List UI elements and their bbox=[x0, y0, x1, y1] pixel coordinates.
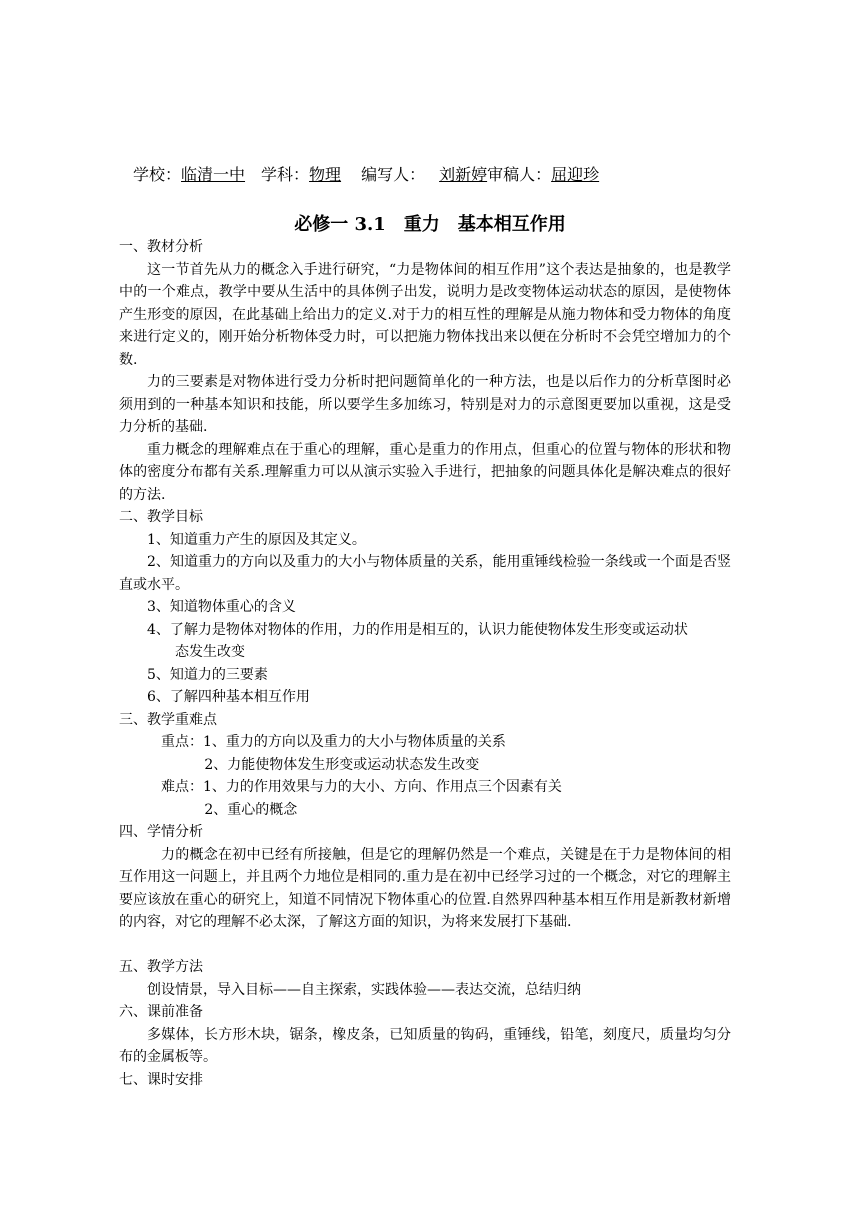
document-body bbox=[119, 236, 731, 1091]
reviewer-label: 审稿人： bbox=[487, 165, 552, 184]
list-item: 5、知道力的三要素 bbox=[147, 666, 268, 683]
key-point: 2、力能使物体发生形变或运动状态发生改变 bbox=[204, 756, 480, 773]
list-item: 2、知道重力的方向以及重力的大小与物体质量的关系，能用重锤线检验一条线或一个面是否竖直或水平。 bbox=[119, 554, 731, 593]
section-heading: 七、课时安排 bbox=[119, 1071, 203, 1088]
author-name: 刘新婷 bbox=[439, 165, 488, 184]
section-heading: 一、教材分析 bbox=[119, 239, 203, 255]
school-label: 学校： bbox=[133, 165, 182, 184]
key-point: 重点：1、重力的方向以及重力的大小与物体质量的关系 bbox=[161, 734, 506, 750]
document-title: 必修一 3.1 重力 基本相互作用 bbox=[294, 214, 566, 235]
list-item-continuation bbox=[119, 641, 731, 664]
list-item-continuation-text: 态发生改变 bbox=[175, 644, 245, 660]
difficult-point: 难点：1、力的作用效果与力的大小、方向、作用点三个因素有关 bbox=[161, 779, 562, 795]
section-heading: 二、教学目标 bbox=[119, 509, 203, 525]
paragraph: 这一节首先从力的概念入手进行研究，“力是物体间的相互作用”这个表达是抽象的，也是教学中的一个难点，教学中要从生活中的具体例子出发，说明力是改变物体运动状态的原因，是使物体产生形变的原因，在此基础上给出力的定义.对于力的相互性的理解是从施力物体和受力物体的角度来进行定义的，刚开始分析物体受力时，可以把施力物体找出来以便在分析时不会凭空增加力的个数. bbox=[119, 261, 731, 368]
school-name: 临清一中 bbox=[181, 165, 246, 184]
section-heading: 三、教学重难点 bbox=[119, 711, 217, 728]
section-heading: 四、学情分析 bbox=[119, 824, 203, 840]
blank-line bbox=[119, 934, 731, 957]
section-heading: 五、教学方法 bbox=[119, 959, 203, 975]
reviewer-name: 屈迎珍 bbox=[551, 165, 600, 184]
paragraph: 力的概念在初中已经有所接触，但是它的理解仍然是一个难点，关键是在于力是物体间的相互作用这一问题上，并且两个力地位是相同的.重力是在初中已经学习过的一个概念，对它的理解主要应该放在重心的研究上，知道不同情况下物体重心的位置.自然界四种基本相互作用是新教材新增的内容，对它的理解不必太深，了解这方面的知识，为将来发展打下基础. bbox=[119, 846, 731, 930]
list-item: 4、了解力是物体对物体的作用，力的作用是相互的，认识力能使物体发生形变或运动状 bbox=[147, 621, 688, 638]
paragraph: 多媒体，长方形木块，锯条，橡皮条，已知质量的钩码，重锤线，铅笔，刻度尺，质量均匀分布的金属板等。 bbox=[119, 1026, 731, 1065]
section-heading: 六、课前准备 bbox=[119, 1004, 203, 1020]
subject-label: 学科： bbox=[261, 165, 310, 184]
list-item: 1、知道重力产生的原因及其定义。 bbox=[147, 531, 366, 548]
list-item: 3、知道物体重心的含义 bbox=[147, 599, 296, 615]
paragraph: 力的三要素是对物体进行受力分析时把问题简单化的一种方法，也是以后作力的分析草图时必须用到的一种基本知识和技能，所以要学生多加练习，特别是对力的示意图更要加以重视，这是受力分析的基础. bbox=[119, 374, 731, 435]
paragraph: 创设情景，导入目标——自主探索，实践体验——表达交流，总结归纳 bbox=[147, 981, 581, 998]
list-item: 6、了解四种基本相互作用 bbox=[147, 689, 310, 705]
document-header bbox=[133, 164, 599, 186]
author-label: 编写人： bbox=[361, 165, 426, 184]
difficult-point: 2、重心的概念 bbox=[204, 801, 298, 818]
subject-name: 物理 bbox=[309, 165, 342, 184]
paragraph: 重力概念的理解难点在于重心的理解，重心是重力的作用点，但重心的位置与物体的形状和物体的密度分布都有关系.理解重力可以从演示实验入手进行，把抽象的问题具体化是解决难点的很好的方法. bbox=[119, 441, 731, 503]
